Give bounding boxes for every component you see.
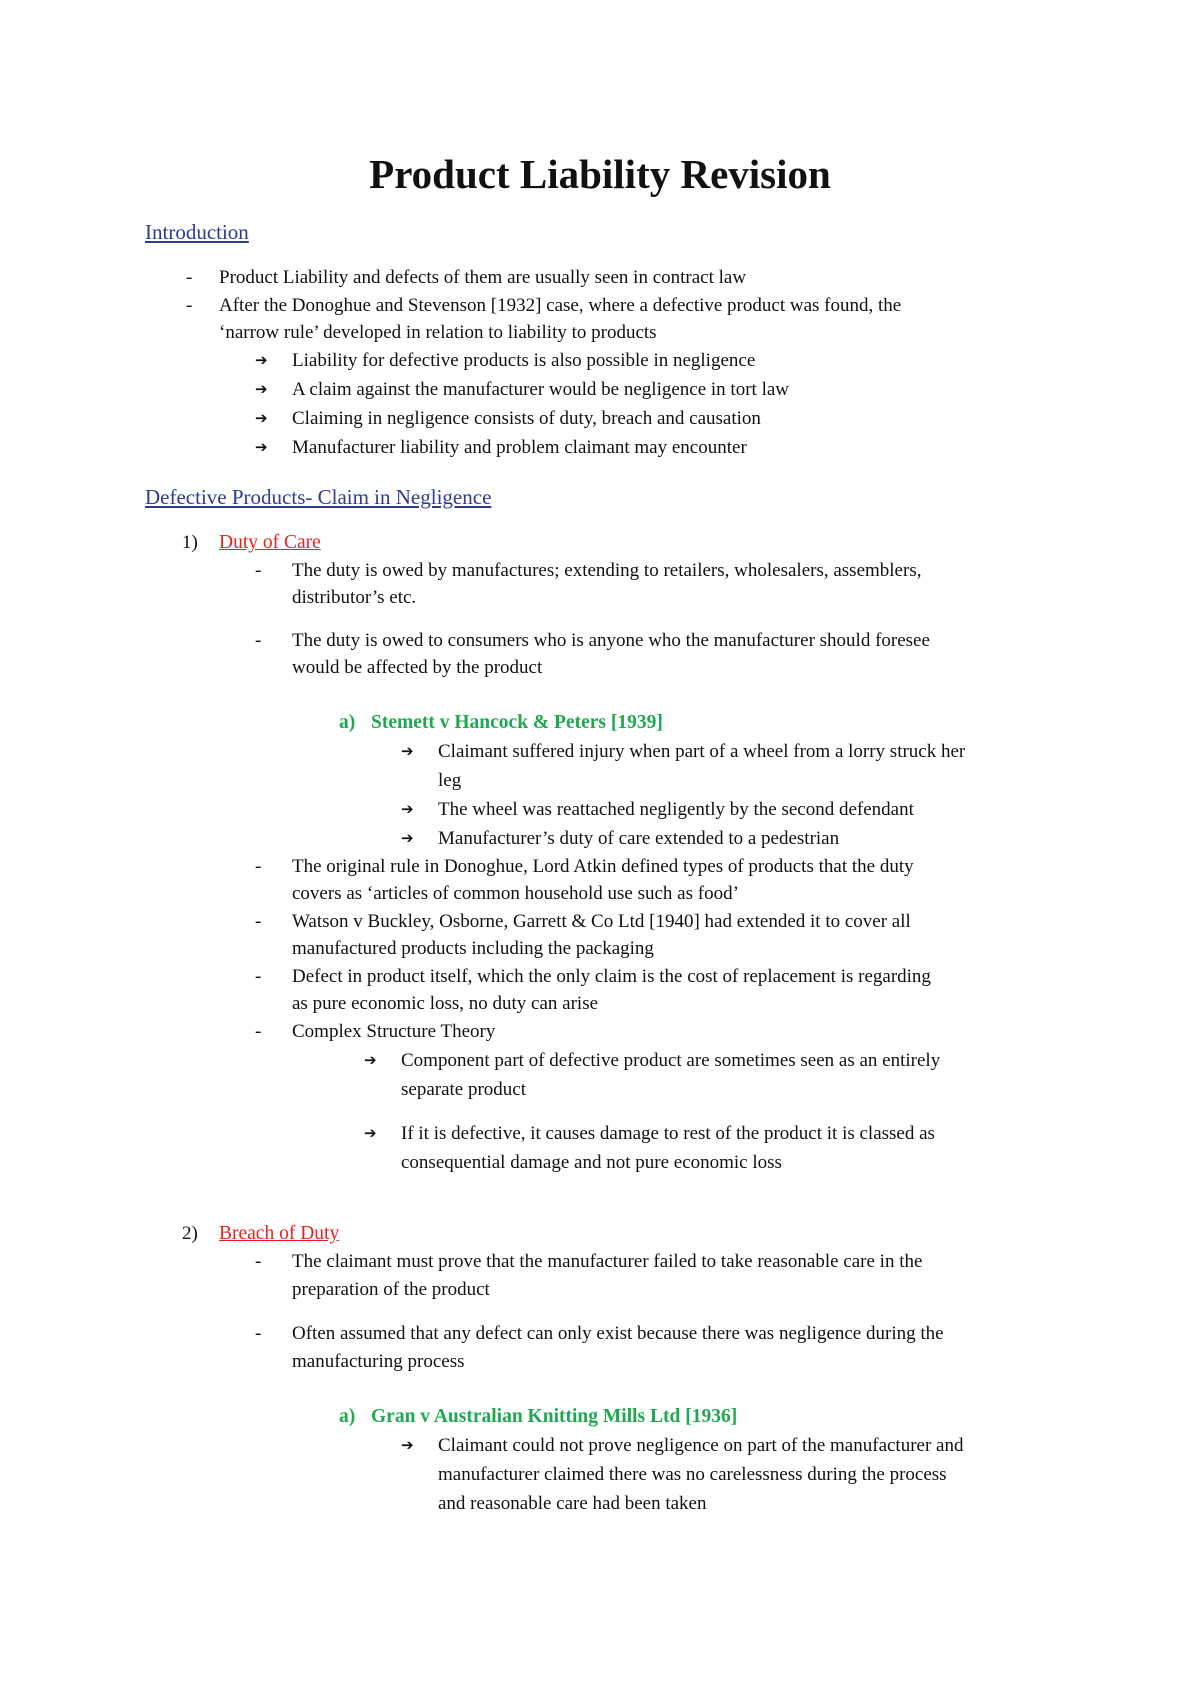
- breach-bullet-2: Often assumed that any defect can only exist because there was negligence during the: [292, 1323, 944, 1344]
- bullet-dash: -: [255, 911, 262, 932]
- subsection-breach-of-duty: Breach of Duty: [219, 1223, 340, 1244]
- intro-bullet-2-cont: ‘narrow rule’ developed in relation to liability to products: [219, 322, 657, 343]
- duty-bullet-1-cont: distributor’s etc.: [292, 587, 417, 608]
- intro-arrow-2: A claim against the manufacturer would be negligence in tort law: [292, 379, 789, 400]
- section-heading-defective-products: Defective Products- Claim in Negligence: [145, 485, 492, 509]
- intro-bullet-2: After the Donoghue and Stevenson [1932] case, where a defective product was found, the: [219, 295, 902, 316]
- case-title-grant: Gran v Australian Knitting Mills Ltd [1936]: [371, 1406, 738, 1427]
- bullet-dash: -: [255, 1323, 262, 1344]
- case-title-stemett: Stemett v Hancock & Peters [1939]: [371, 712, 663, 733]
- stemett-arrow-3: Manufacturer’s duty of care extended to a pedestrian: [438, 828, 840, 849]
- duty-bullet-2-cont: would be affected by the product: [292, 657, 543, 678]
- arrow-bullet-icon: ➔: [255, 440, 268, 456]
- arrow-bullet-icon: ➔: [401, 802, 414, 818]
- duty-bullet-1: The duty is owed by manufactures; extending to retailers, wholesalers, assemblers,: [292, 560, 922, 581]
- intro-arrow-1: Liability for defective products is also possible in negligence: [292, 350, 756, 371]
- intro-bullet-1: Product Liability and defects of them are usually seen in contract law: [219, 267, 747, 288]
- arrow-bullet-icon: ➔: [364, 1126, 377, 1142]
- complex-arrow-2-cont: consequential damage and not pure economic loss: [401, 1152, 782, 1173]
- stemett-arrow-1-cont: leg: [438, 770, 462, 791]
- page-title: Product Liability Revision: [369, 151, 831, 197]
- duty-more-bullet-3: Defect in product itself, which the only claim is the cost of replacement is regarding: [292, 966, 931, 987]
- subsection-number: 1): [182, 532, 198, 553]
- stemett-arrow-1: Claimant suffered injury when part of a wheel from a lorry struck her: [438, 741, 966, 762]
- grant-arrow-1: Claimant could not prove negligence on part of the manufacturer and: [438, 1435, 964, 1456]
- subsection-duty-of-care: Duty of Care: [219, 532, 321, 553]
- arrow-bullet-icon: ➔: [364, 1053, 377, 1069]
- bullet-dash: -: [255, 630, 262, 651]
- bullet-dash: -: [255, 1251, 262, 1272]
- stemett-arrow-2: The wheel was reattached negligently by the second defendant: [438, 799, 914, 820]
- breach-bullet-1-cont: preparation of the product: [292, 1279, 490, 1300]
- duty-more-bullet-4: Complex Structure Theory: [292, 1021, 496, 1042]
- duty-bullet-2: The duty is owed to consumers who is anyone who the manufacturer should foresee: [292, 630, 930, 651]
- duty-more-bullet-1: The original rule in Donoghue, Lord Atkin defined types of products that the duty: [292, 856, 914, 877]
- bullet-dash: -: [186, 267, 193, 288]
- complex-arrow-2: If it is defective, it causes damage to rest of the product it is classed as: [401, 1123, 935, 1144]
- case-label: a): [339, 1406, 356, 1427]
- grant-arrow-1-cont: manufacturer claimed there was no carelessness during the process: [438, 1464, 947, 1485]
- arrow-bullet-icon: ➔: [255, 382, 268, 398]
- duty-more-bullet-3-cont: as pure economic loss, no duty can arise: [292, 993, 599, 1014]
- breach-bullet-1: The claimant must prove that the manufacturer failed to take reasonable care in the: [292, 1251, 923, 1272]
- bullet-dash: -: [255, 560, 262, 581]
- arrow-bullet-icon: ➔: [401, 1438, 414, 1454]
- breach-bullet-2-cont: manufacturing process: [292, 1351, 465, 1372]
- duty-more-bullet-2: Watson v Buckley, Osborne, Garrett & Co Ltd [1940] had extended it to cover all: [292, 911, 911, 932]
- section-heading-introduction: Introduction: [145, 220, 249, 244]
- arrow-bullet-icon: ➔: [401, 744, 414, 760]
- arrow-bullet-icon: ➔: [401, 831, 414, 847]
- duty-more-bullet-2-cont: manufactured products including the packaging: [292, 938, 654, 959]
- bullet-dash: -: [255, 1021, 262, 1042]
- complex-arrow-1: Component part of defective product are sometimes seen as an entirely: [401, 1050, 941, 1071]
- arrow-bullet-icon: ➔: [255, 411, 268, 427]
- bullet-dash: -: [186, 295, 193, 316]
- case-label: a): [339, 712, 356, 733]
- duty-more-bullet-1-cont: covers as ‘articles of common household use such as food’: [292, 883, 739, 904]
- subsection-number: 2): [182, 1223, 198, 1244]
- bullet-dash: -: [255, 856, 262, 877]
- intro-arrow-3: Claiming in negligence consists of duty, breach and causation: [292, 408, 761, 429]
- grant-arrow-1-cont2: and reasonable care had been taken: [438, 1493, 707, 1514]
- complex-arrow-1-cont: separate product: [401, 1079, 527, 1100]
- intro-arrow-4: Manufacturer liability and problem claimant may encounter: [292, 437, 747, 458]
- bullet-dash: -: [255, 966, 262, 987]
- arrow-bullet-icon: ➔: [255, 353, 268, 369]
